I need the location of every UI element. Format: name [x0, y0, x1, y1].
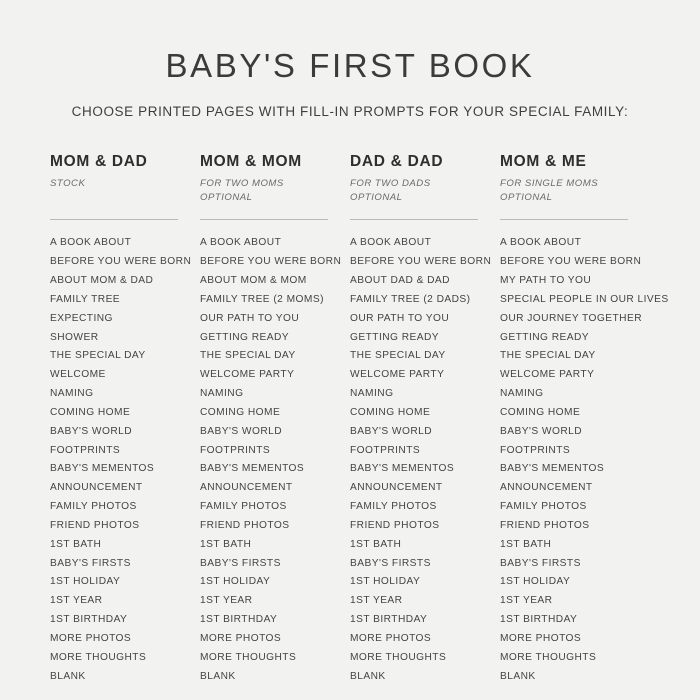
column-divider	[200, 219, 328, 220]
page-list-dad-and-dad	[350, 234, 492, 686]
list-item: BEFORE YOU WERE BORN	[200, 256, 342, 268]
list-item: BABY'S MEMENTOS	[50, 463, 155, 475]
column-divider	[500, 219, 628, 220]
column-title: DAD & DAD	[350, 153, 444, 171]
option-column-mom-and-me	[500, 153, 669, 686]
list-item: 1ST HOLIDAY	[500, 576, 571, 588]
list-item: FAMILY TREE (2 DADS)	[350, 293, 471, 305]
list-item: 1ST YEAR	[50, 595, 103, 607]
list-item: BLANK	[50, 670, 86, 682]
column-title: MOM & ME	[500, 153, 587, 171]
page-list-mom-and-me	[500, 234, 669, 686]
list-item: 1ST BATH	[200, 538, 252, 550]
list-item: BABY'S FIRSTS	[350, 557, 431, 569]
list-item: 1ST YEAR	[350, 595, 403, 607]
list-item: ABOUT MOM & MOM	[200, 274, 307, 286]
list-item: FOOTPRINTS	[50, 444, 121, 456]
list-item: NAMING	[350, 388, 394, 400]
list-item: BABY'S WORLD	[500, 425, 583, 437]
list-item: GETTING READY	[500, 331, 590, 343]
options-columns	[46, 153, 669, 686]
list-item: THE SPECIAL DAY	[50, 350, 146, 362]
list-item: 1ST BIRTHDAY	[350, 614, 428, 626]
list-item: 1ST YEAR	[500, 595, 553, 607]
column-title: MOM & MOM	[200, 153, 302, 171]
column-subtitle: FOR SINGLE MOMS OPTIONAL	[500, 178, 599, 204]
list-item: A BOOK ABOUT	[350, 237, 432, 249]
list-item: COMING HOME	[350, 406, 431, 418]
page-title: BABY'S FIRST BOOK	[165, 47, 535, 84]
column-subtitle: FOR TWO MOMS OPTIONAL	[200, 178, 284, 204]
option-column-dad-and-dad	[350, 153, 500, 686]
list-item: FRIEND PHOTOS	[350, 519, 440, 531]
list-item: FOOTPRINTS	[350, 444, 421, 456]
list-item: 1ST HOLIDAY	[200, 576, 271, 588]
list-item: MORE THOUGHTS	[200, 651, 297, 663]
list-item: MORE PHOTOS	[50, 633, 132, 645]
list-item: BABY'S FIRSTS	[500, 557, 581, 569]
list-item: BABY'S MEMENTOS	[500, 463, 605, 475]
list-item: SHOWER	[50, 331, 99, 343]
list-item: NAMING	[50, 388, 94, 400]
list-item: THE SPECIAL DAY	[350, 350, 446, 362]
list-item: OUR PATH TO YOU	[200, 312, 300, 324]
list-item: COMING HOME	[50, 406, 131, 418]
list-item: ABOUT MOM & DAD	[50, 274, 154, 286]
list-item: FRIEND PHOTOS	[200, 519, 290, 531]
list-item: 1ST YEAR	[200, 595, 253, 607]
list-item: NAMING	[500, 388, 544, 400]
page-list-mom-and-dad	[50, 234, 192, 686]
list-item: FAMILY TREE	[50, 293, 121, 305]
column-divider	[350, 219, 478, 220]
list-item: WELCOME PARTY	[200, 369, 295, 381]
list-item: MORE PHOTOS	[500, 633, 582, 645]
list-item: A BOOK ABOUT	[50, 237, 132, 249]
list-item: BEFORE YOU WERE BORN	[50, 256, 192, 268]
column-subtitle: FOR TWO DADS OPTIONAL	[350, 178, 431, 204]
list-item: BABY'S FIRSTS	[200, 557, 281, 569]
column-divider	[50, 219, 178, 220]
list-item: FRIEND PHOTOS	[50, 519, 140, 531]
list-item: FAMILY PHOTOS	[500, 501, 587, 513]
list-item: MORE PHOTOS	[200, 633, 282, 645]
option-column-mom-and-mom	[200, 153, 350, 686]
column-title: MOM & DAD	[50, 153, 148, 171]
list-item: FAMILY PHOTOS	[200, 501, 287, 513]
list-item: 1ST BATH	[500, 538, 552, 550]
list-item: COMING HOME	[500, 406, 581, 418]
list-item: ANNOUNCEMENT	[500, 482, 593, 494]
list-item: BEFORE YOU WERE BORN	[500, 256, 642, 268]
list-item: 1ST BATH	[350, 538, 402, 550]
list-item: SPECIAL PEOPLE IN OUR LIVES	[500, 293, 669, 305]
list-item: ABOUT DAD & DAD	[350, 274, 450, 286]
list-item: BEFORE YOU WERE BORN	[350, 256, 492, 268]
list-item: GETTING READY	[350, 331, 440, 343]
list-item: WELCOME PARTY	[350, 369, 445, 381]
list-item: FAMILY PHOTOS	[50, 501, 137, 513]
list-item: BLANK	[500, 670, 536, 682]
list-item: BABY'S WORLD	[50, 425, 133, 437]
list-item: MY PATH TO YOU	[500, 274, 592, 286]
list-item: WELCOME PARTY	[500, 369, 595, 381]
list-item: OUR JOURNEY TOGETHER	[500, 312, 643, 324]
list-item: BABY'S MEMENTOS	[200, 463, 305, 475]
list-item: THE SPECIAL DAY	[500, 350, 596, 362]
option-column-mom-and-dad	[50, 153, 200, 686]
list-item: A BOOK ABOUT	[500, 237, 582, 249]
list-item: 1ST BIRTHDAY	[50, 614, 128, 626]
list-item: ANNOUNCEMENT	[50, 482, 143, 494]
list-item: 1ST BIRTHDAY	[500, 614, 578, 626]
list-item: NAMING	[200, 388, 244, 400]
list-item: FOOTPRINTS	[500, 444, 571, 456]
list-item: BABY'S WORLD	[200, 425, 283, 437]
list-item: MORE THOUGHTS	[350, 651, 447, 663]
list-item: 1ST BATH	[50, 538, 102, 550]
list-item: FAMILY TREE (2 MOMS)	[200, 293, 324, 305]
list-item: MORE THOUGHTS	[500, 651, 597, 663]
list-item: MORE PHOTOS	[350, 633, 432, 645]
list-item: THE SPECIAL DAY	[200, 350, 296, 362]
list-item: FAMILY PHOTOS	[350, 501, 437, 513]
list-item: BABY'S MEMENTOS	[350, 463, 455, 475]
page-subtitle: CHOOSE PRINTED PAGES WITH FILL-IN PROMPTS FOR YOUR SPECIAL FAMILY:	[71, 104, 629, 120]
list-item: FRIEND PHOTOS	[500, 519, 590, 531]
list-item: MORE THOUGHTS	[50, 651, 147, 663]
list-item: OUR PATH TO YOU	[350, 312, 450, 324]
list-item: 1ST BIRTHDAY	[200, 614, 278, 626]
column-subtitle: STOCK	[50, 178, 86, 190]
list-item: WELCOME	[50, 369, 106, 381]
list-item: ANNOUNCEMENT	[200, 482, 293, 494]
list-item: BABY'S FIRSTS	[50, 557, 131, 569]
list-item: FOOTPRINTS	[200, 444, 271, 456]
list-item: BLANK	[350, 670, 386, 682]
list-item: COMING HOME	[200, 406, 281, 418]
list-item: 1ST HOLIDAY	[50, 576, 121, 588]
list-item: BABY'S WORLD	[350, 425, 433, 437]
list-item: BLANK	[200, 670, 236, 682]
list-item: 1ST HOLIDAY	[350, 576, 421, 588]
list-item: GETTING READY	[200, 331, 290, 343]
page-list-mom-and-mom	[200, 234, 342, 686]
list-item: A BOOK ABOUT	[200, 237, 282, 249]
list-item: ANNOUNCEMENT	[350, 482, 443, 494]
list-item: EXPECTING	[50, 312, 113, 324]
